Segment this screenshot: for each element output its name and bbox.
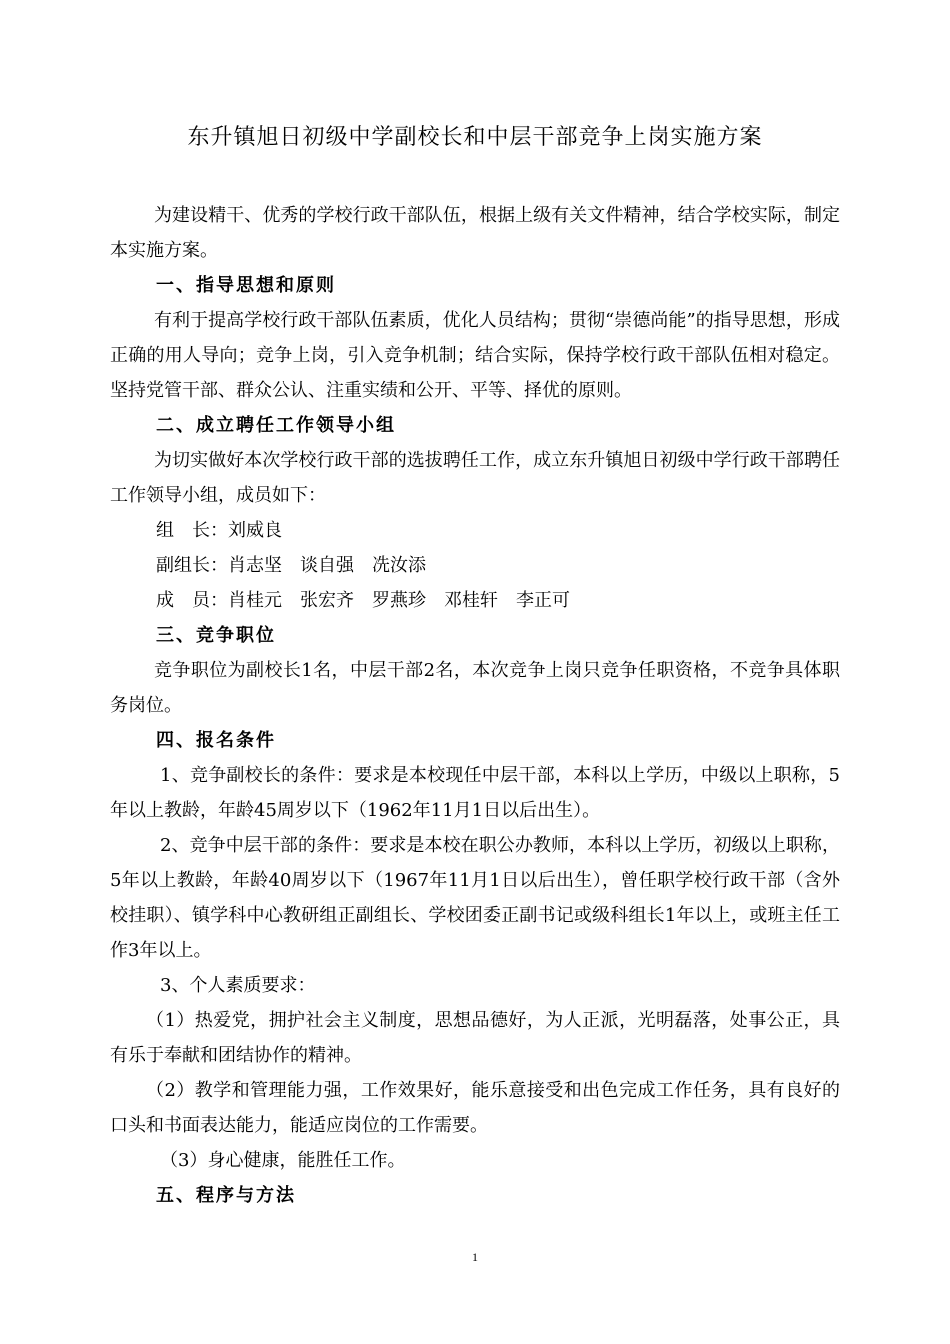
section-1-text: 有利于提高学校行政干部队伍素质，优化人员结构；贯彻“崇德尚能”的指导思想，形成正确的用人导向；竞争上岗，引入竞争机制；结合实际，保持学校行政干部队伍相对稳定。坚持党管干部、群众公认、注重实绩和公开、平等、择优的原则。 xyxy=(110,310,840,401)
section-2-heading: 二、成立聘任工作领导小组 xyxy=(156,415,396,436)
document-title: 东升镇旭日初级中学副校长和中层干部竞争上岗实施方案 xyxy=(187,125,763,150)
condition-3-item-3: （3）身心健康，能胜任工作。 xyxy=(160,1150,406,1171)
section-2-text: 为切实做好本次学校行政干部的选拔聘任工作，成立东升镇旭日初级中学行政干部聘任工作领导小组，成员如下： xyxy=(110,450,840,506)
condition-3: 3、个人素质要求： xyxy=(160,975,316,996)
section-3-text: 竞争职位为副校长1名，中层干部2名，本次竞争上岗只竞争任职资格，不竞争具体职务岗位。 xyxy=(110,660,840,716)
members-line: 成 员：肖桂元 张宏齐 罗燕珍 邓桂轩 李正可 xyxy=(156,590,570,611)
deputy-leader-line: 副组长：肖志坚 谈自强 冼汝添 xyxy=(156,555,426,576)
condition-1: 1、竞争副校长的条件：要求是本校现任中层干部，本科以上学历，中级以上职称，5年以上教龄，年龄45周岁以下（1962年11月1日以后出生）。 xyxy=(110,765,840,821)
section-3-heading: 三、竞争职位 xyxy=(156,625,276,646)
intro-paragraph: 为建设精干、优秀的学校行政干部队伍，根据上级有关文件精神，结合学校实际，制定本实施方案。 xyxy=(110,205,840,261)
condition-3-item-2: （2）教学和管理能力强，工作效果好，能乐意接受和出色完成工作任务，具有良好的口头和书面表达能力，能适应岗位的工作需要。 xyxy=(110,1080,840,1136)
section-1-heading: 一、指导思想和原则 xyxy=(156,275,336,296)
condition-2: 2、竞争中层干部的条件：要求是本校在职公办教师，本科以上学历，初级以上职称，5年以上教龄，年龄40周岁以下（1967年11月1日以后出生），曾任职学校行政干部（含外校挂职）、镇学科中心教研组正副组长、学校团委正副书记或级科组长1年以上，或班主任工作3年以上。 xyxy=(110,835,840,961)
section-5-heading: 五、程序与方法 xyxy=(156,1185,296,1206)
condition-3-item-1: （1）热爱党，拥护社会主义制度，思想品德好，为人正派，光明磊落，处事公正，具有乐于奉献和团结协作的精神。 xyxy=(110,1010,840,1066)
section-4-heading: 四、报名条件 xyxy=(156,730,276,751)
document-body xyxy=(110,198,840,1213)
leader-line: 组 长：刘威良 xyxy=(156,520,282,541)
page-number: 1 xyxy=(472,1250,478,1264)
